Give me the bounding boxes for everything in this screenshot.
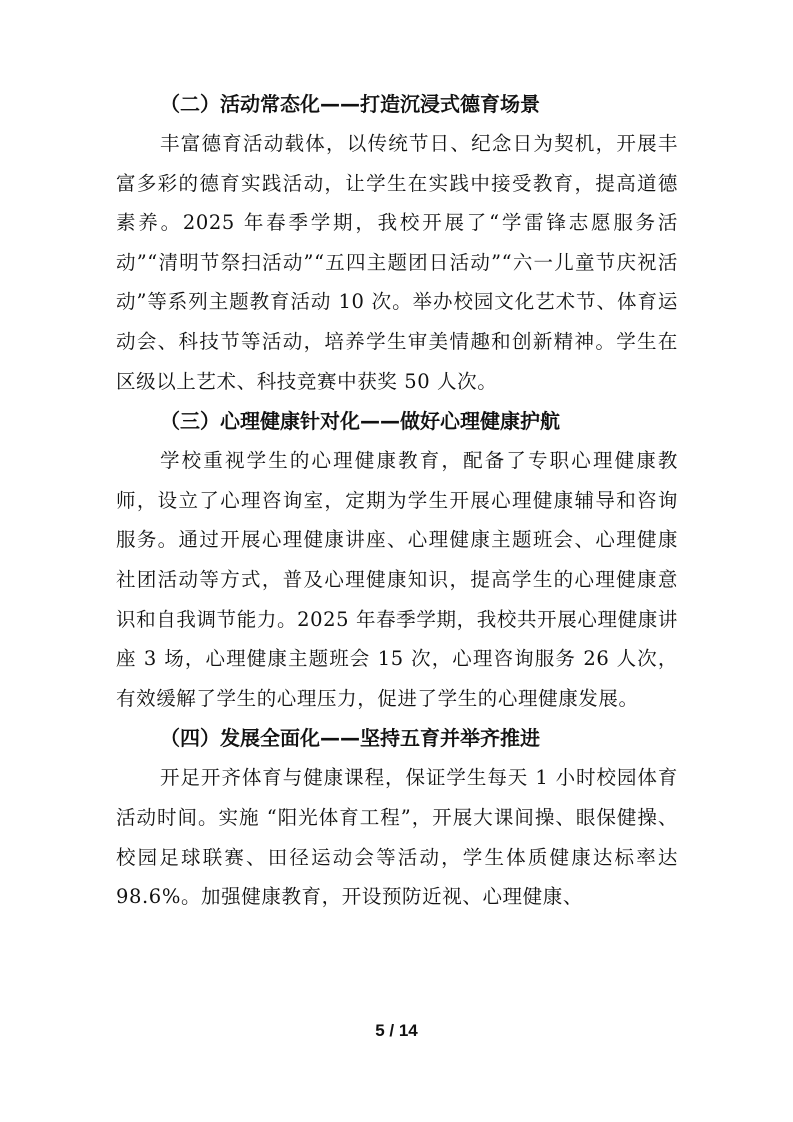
section-heading-all-round-development: （四）发展全面化——坚持五育并举齐推进 — [160, 726, 540, 751]
page-content — [116, 84, 678, 917]
section-heading-activities: （二）活动常态化——打造沉浸式德育场景 — [160, 92, 540, 116]
section-heading-mental-health: （三）心理健康针对化——做好心理健康护航 — [160, 409, 560, 434]
section-paragraph-all-round-development: 开足开齐体育与健康课程，保证学生每天 1 小时校园体育活动时间。实施 “阳光体育工程”，开展大课间操、眼保健操、校园足球联赛、田径运动会等活动，学生体质健康达标率达 98.6%。加强健康教育，开设预防近视、心理健康、 — [116, 766, 678, 909]
section-paragraph-activities: 丰富德育活动载体，以传统节日、纪念日为契机，开展丰富多彩的德育实践活动，让学生在实践中接受教育，提高道德素养。2025 年春季学期，我校开展了“学雷锋志愿服务活动”“清明节祭扫活动”“五四主题团日活动”“六一儿童节庆祝活动”等系列主题教育活动 10 次。举办校园文化艺术节、体育运动会、科技节等活动，培养学生审美情趣和创新精神。学生在区级以上艺术、科技竞赛中获奖 50 人次。 — [116, 132, 678, 393]
section-paragraph-mental-health: 学校重视学生的心理健康教育，配备了专职心理健康教师，设立了心理咨询室，定期为学生开展心理健康辅导和咨询服务。通过开展心理健康讲座、心理健康主题班会、心理健康社团活动等方式，普及心理健康知识，提高学生的心理健康意识和自我调节能力。2025 年春季学期，我校共开展心理健康讲座 3 场，心理健康主题班会 15 次，心理咨询服务 26 人次，有效缓解了学生的心理压力，促进了学生的心理健康发展。 — [116, 449, 678, 710]
page-number: 5 / 14 — [375, 1021, 418, 1040]
